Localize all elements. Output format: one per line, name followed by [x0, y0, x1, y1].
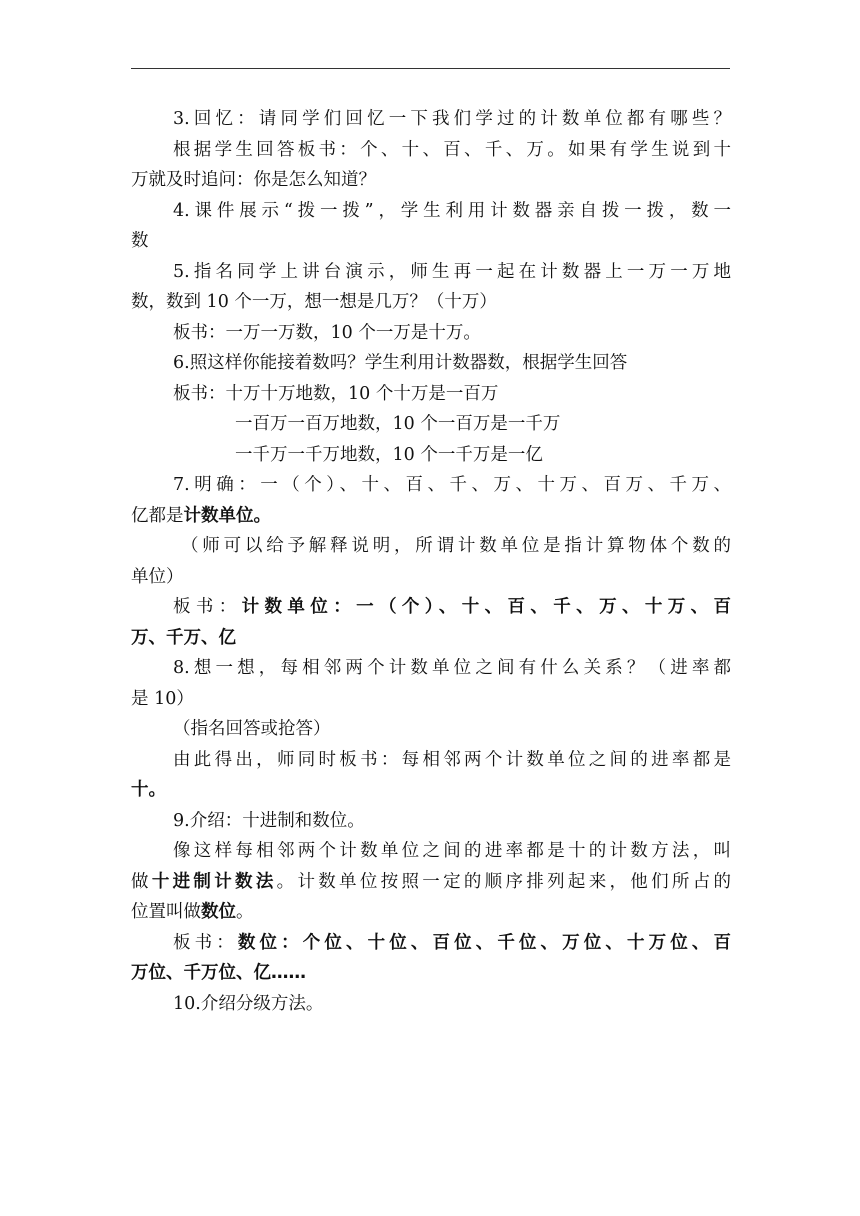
- bold-text: 十。: [131, 780, 166, 800]
- text-segment: 10.介绍分级方法。: [173, 993, 324, 1014]
- text-segment: 9.介绍：十进制和数位。: [173, 810, 365, 831]
- bold-text: 十进制计数法: [151, 871, 277, 892]
- text-line: [131, 989, 731, 1020]
- text-segment: 。计数单位按照一定的顺序排列起来，他们所占的: [276, 871, 732, 892]
- text-segment: 位置叫做: [131, 902, 201, 922]
- text-line: [131, 104, 731, 135]
- text-segment: 板书：一万一万数，10 个一万是十万。: [173, 322, 481, 343]
- text-segment: 单位）: [131, 566, 184, 587]
- text-line: [131, 531, 731, 562]
- text-line: [131, 226, 731, 257]
- text-line: [131, 806, 731, 837]
- text-line: [131, 135, 731, 166]
- text-segment: 一百万一百万地数，10 个一百万是一千万: [235, 414, 561, 434]
- text-line: [131, 196, 731, 227]
- text-line: [131, 348, 731, 379]
- header-rule: [131, 68, 730, 69]
- text-segment: 板书：: [173, 932, 238, 953]
- document-body: [131, 104, 731, 1019]
- bold-text: 万位、千万位、亿……: [131, 963, 306, 983]
- text-line: [131, 684, 731, 715]
- text-line: [131, 653, 731, 684]
- text-segment: 数，数到 10 个一万，想一想是几万？（十万）: [131, 292, 497, 312]
- bold-text: 计数单位。: [183, 505, 271, 526]
- text-segment: 3.回忆：请同学们回忆一下我们学过的计数单位都有哪些？: [173, 109, 731, 129]
- text-line: [131, 867, 731, 898]
- text-segment: 是 10）: [131, 688, 194, 709]
- text-segment: 亿都是: [131, 505, 184, 526]
- text-line: [131, 409, 731, 440]
- text-line: [131, 928, 731, 959]
- text-line: [131, 379, 731, 410]
- text-line: [131, 623, 731, 654]
- bold-text: 数位：个位、十位、百位、千位、万位、十万位、百: [237, 932, 732, 953]
- text-line: [131, 592, 731, 623]
- text-line: [131, 775, 731, 806]
- text-line: [131, 897, 731, 928]
- text-line: [131, 745, 731, 776]
- text-line: [131, 562, 731, 593]
- bold-text: 万、千万、亿: [131, 627, 236, 648]
- text-segment: 板书：十万十万地数，10 个十万是一百万: [173, 383, 499, 404]
- text-segment: 万就及时追问：你是怎么知道？: [131, 170, 376, 190]
- text-segment: 7.明确：一（个）、十、百、千、万、十万、百万、千万、: [173, 475, 731, 495]
- text-line: [131, 165, 731, 196]
- text-segment: （指名回答或抢答）: [173, 719, 331, 739]
- text-segment: 8.想一想，每相邻两个计数单位之间有什么关系？（进率都: [173, 658, 731, 678]
- text-segment: 4.课件展示“拨一拨”，学生利用计数器亲自拨一拨，数一: [173, 200, 731, 221]
- text-segment: 做: [131, 871, 152, 892]
- text-segment: 板书：: [173, 597, 242, 617]
- text-segment: 一千万一千万地数，10 个一千万是一亿: [235, 444, 543, 465]
- text-segment: 5.指名同学上讲台演示，师生再一起在计数器上一万一万地: [173, 261, 731, 282]
- text-line: [131, 958, 731, 989]
- text-segment: 像这样每相邻两个计数单位之间的进率都是十的计数方法，叫: [173, 841, 731, 861]
- text-segment: 。: [236, 902, 254, 922]
- bold-text: 计数单位：一（个）、十、百、千、万、十万、百: [241, 597, 731, 617]
- text-line: [131, 501, 731, 532]
- text-segment: 6.照这样你能接着数吗？学生利用计数器数，根据学生回答: [173, 353, 628, 373]
- text-line: [131, 470, 731, 501]
- text-line: [131, 440, 731, 471]
- text-segment: 由此得出，师同时板书：每相邻两个计数单位之间的进率都是: [173, 749, 731, 770]
- bold-text: 数位: [201, 902, 236, 922]
- text-line: [131, 318, 731, 349]
- text-line: [131, 714, 731, 745]
- text-line: [131, 257, 731, 288]
- text-segment: （师可以给予解释说明，所谓计数单位是指计算物体个数的: [181, 536, 731, 556]
- text-segment: 数: [131, 231, 149, 251]
- text-line: [131, 287, 731, 318]
- text-line: [131, 836, 731, 867]
- text-segment: 根据学生回答板书：个、十、百、千、万。如果有学生说到十: [173, 139, 731, 160]
